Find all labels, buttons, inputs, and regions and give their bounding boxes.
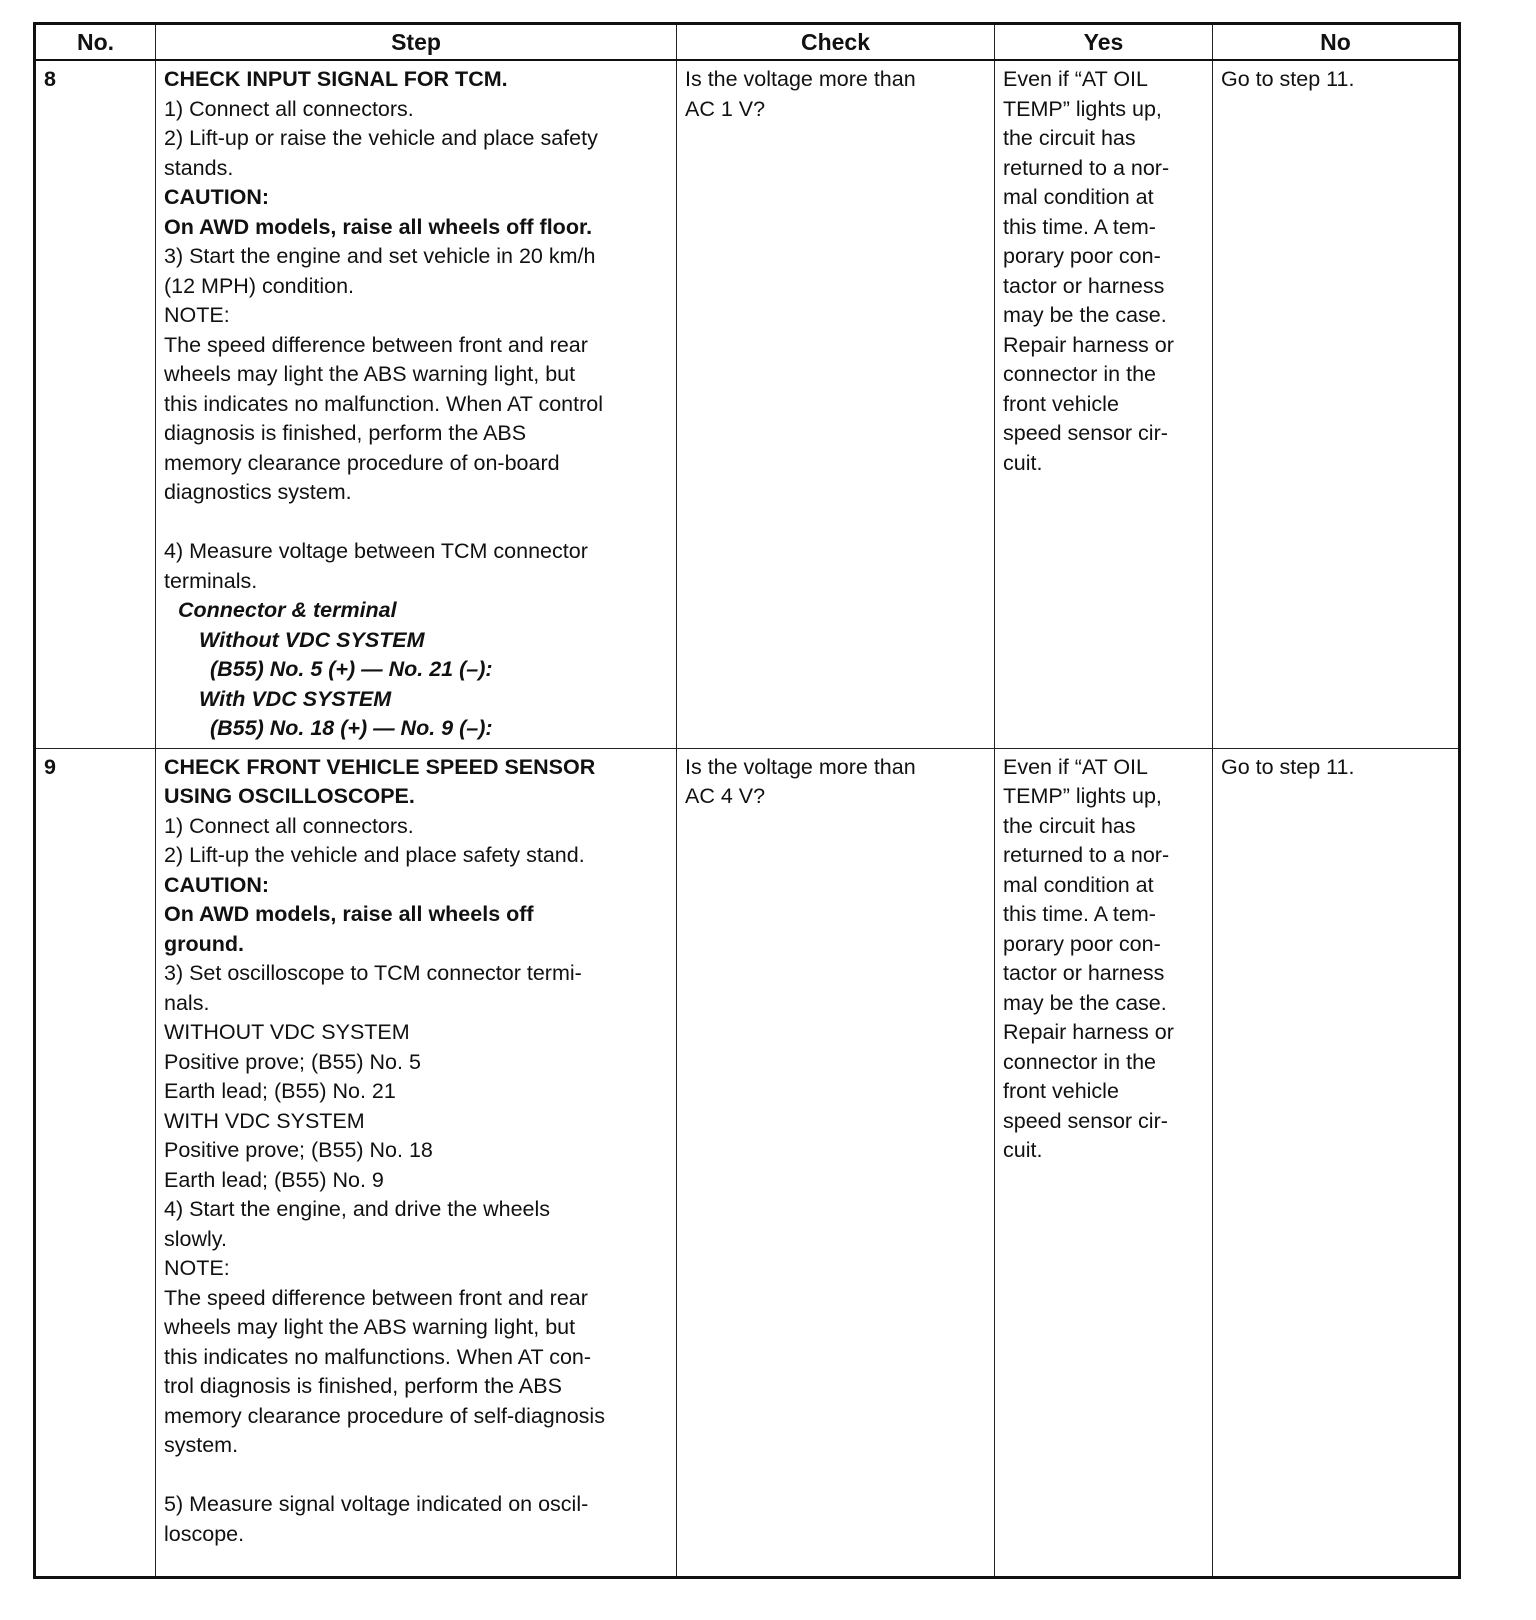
text-line: system. (164, 1433, 239, 1457)
text-line: Without VDC SYSTEM (199, 627, 425, 652)
text-line: WITH VDC SYSTEM (164, 1108, 365, 1133)
text-line: Even if “AT OIL (1003, 754, 1148, 779)
text-line: terminals. (164, 568, 258, 593)
text-line: Repair harness or (1003, 332, 1174, 357)
check-cell (677, 748, 995, 1578)
check-cell (677, 60, 995, 748)
text-line: mal condition at (1003, 185, 1154, 209)
text-line: speed sensor cir- (1003, 421, 1168, 445)
text-line: The speed difference between front and rear (164, 1285, 588, 1310)
text-line: tactor or harness (1003, 273, 1165, 298)
text-line: Go to step 11. (1221, 754, 1355, 779)
text-line: connector in the (1003, 1049, 1156, 1074)
text-line: cuit. (1003, 1138, 1043, 1162)
text-line: Positive prove; (B55) No. 18 (164, 1138, 433, 1162)
text-line: CHECK INPUT SIGNAL FOR TCM. (164, 67, 508, 91)
text-line: 2) Lift-up the vehicle and place safety stand. (164, 843, 585, 867)
text-line: memory clearance procedure of on-board (164, 450, 560, 475)
text-line: wheels may light the ABS warning light, but (164, 362, 576, 386)
blank-line (164, 508, 668, 538)
text-line: the circuit has (1003, 813, 1136, 838)
text-line: front vehicle (1003, 1079, 1119, 1103)
text-line: the circuit has (1003, 126, 1136, 150)
step-number-cell: 8 (35, 60, 156, 748)
text-line: returned to a nor- (1003, 843, 1170, 867)
header-step: Step (156, 24, 677, 61)
text-line: wheels may light the ABS warning light, but (164, 1315, 576, 1339)
text-line: Earth lead; (B55) No. 21 (164, 1079, 396, 1103)
text-line: TEMP” lights up, (1003, 784, 1162, 808)
text-line: 4) Measure voltage between TCM connector (164, 539, 588, 563)
text-line: this time. A tem- (1003, 902, 1156, 926)
text-line: (12 MPH) condition. (164, 273, 354, 298)
text-line: mal condition at (1003, 872, 1154, 897)
text-line: slowly. (164, 1226, 227, 1251)
step-cell (156, 748, 677, 1578)
blank-line (164, 1461, 668, 1491)
text-line: TEMP” lights up, (1003, 96, 1162, 121)
yes-cell (995, 60, 1213, 748)
text-line: this indicates no malfunctions. When AT con- (164, 1344, 592, 1369)
text-line: (B55) No. 18 (+) — No. 9 (–): (210, 716, 493, 740)
text-line: loscope. (164, 1521, 245, 1546)
text-line: ground. (164, 931, 245, 956)
text-line: may be the case. (1003, 990, 1167, 1015)
step-number-cell: 9 (35, 748, 156, 1578)
text-line: cuit. (1003, 450, 1043, 475)
text-line: Connector & terminal (178, 598, 397, 622)
text-line: this indicates no malfunction. When AT control (164, 391, 603, 416)
header-no-result: No (1213, 24, 1460, 61)
text-line: front vehicle (1003, 391, 1119, 416)
table-row (35, 60, 1460, 748)
text-line: 4) Start the engine, and drive the wheels (164, 1197, 551, 1221)
no-result-cell (1213, 748, 1460, 1578)
step-cell (156, 60, 677, 748)
text-line: Repair harness or (1003, 1020, 1174, 1044)
text-line: On AWD models, raise all wheels off (164, 902, 534, 926)
diagnostic-table (33, 22, 1461, 1579)
text-line: On AWD models, raise all wheels off floor. (164, 214, 593, 239)
header-no: No. (35, 24, 156, 61)
text-line: (B55) No. 5 (+) — No. 21 (–): (210, 657, 493, 681)
text-line: Earth lead; (B55) No. 9 (164, 1167, 384, 1192)
text-line: speed sensor cir- (1003, 1108, 1168, 1133)
header-yes: Yes (995, 24, 1213, 61)
text-line: USING OSCILLOSCOPE. (164, 784, 415, 808)
yes-cell (995, 748, 1213, 1578)
text-line: 1) Connect all connectors. (164, 96, 414, 121)
text-line: Is the voltage more than (685, 67, 916, 91)
text-line: With VDC SYSTEM (199, 686, 392, 711)
text-line: The speed difference between front and rear (164, 332, 588, 357)
no-result-cell (1213, 60, 1460, 748)
text-line: porary poor con- (1003, 244, 1161, 268)
text-line: CAUTION: (164, 872, 270, 897)
text-line: Go to step 11. (1221, 67, 1355, 91)
text-line: AC 4 V? (685, 784, 766, 808)
text-line: NOTE: (164, 303, 230, 327)
text-line: memory clearance procedure of self-diagnosis (164, 1403, 605, 1428)
text-line: nals. (164, 990, 210, 1015)
text-line: Positive prove; (B55) No. 5 (164, 1049, 421, 1074)
text-line: connector in the (1003, 362, 1156, 386)
text-line: tactor or harness (1003, 961, 1165, 985)
text-line: 3) Set oscilloscope to TCM connector termi- (164, 961, 582, 985)
text-line: this time. A tem- (1003, 214, 1156, 239)
text-line: Is the voltage more than (685, 754, 916, 779)
text-line: 5) Measure signal voltage indicated on oscil- (164, 1492, 589, 1516)
header-row (35, 24, 1460, 61)
text-line: diagnosis is finished, perform the ABS (164, 421, 527, 445)
text-line: diagnostics system. (164, 480, 352, 504)
text-line: AC 1 V? (685, 96, 766, 121)
text-line: WITHOUT VDC SYSTEM (164, 1020, 410, 1044)
text-line: CAUTION: (164, 185, 270, 209)
text-line: 1) Connect all connectors. (164, 813, 414, 838)
text-line: porary poor con- (1003, 931, 1161, 956)
text-line: returned to a nor- (1003, 155, 1170, 180)
text-line: stands. (164, 155, 234, 180)
header-check: Check (677, 24, 995, 61)
text-line: Even if “AT OIL (1003, 67, 1148, 91)
table-row (35, 748, 1460, 1578)
text-line: trol diagnosis is finished, perform the ABS (164, 1374, 562, 1398)
text-line: 2) Lift-up or raise the vehicle and place safety (164, 126, 598, 150)
text-line: 3) Start the engine and set vehicle in 20 km/h (164, 244, 596, 268)
text-line: NOTE: (164, 1256, 230, 1280)
text-line: may be the case. (1003, 303, 1167, 327)
text-line: CHECK FRONT VEHICLE SPEED SENSOR (164, 754, 596, 779)
